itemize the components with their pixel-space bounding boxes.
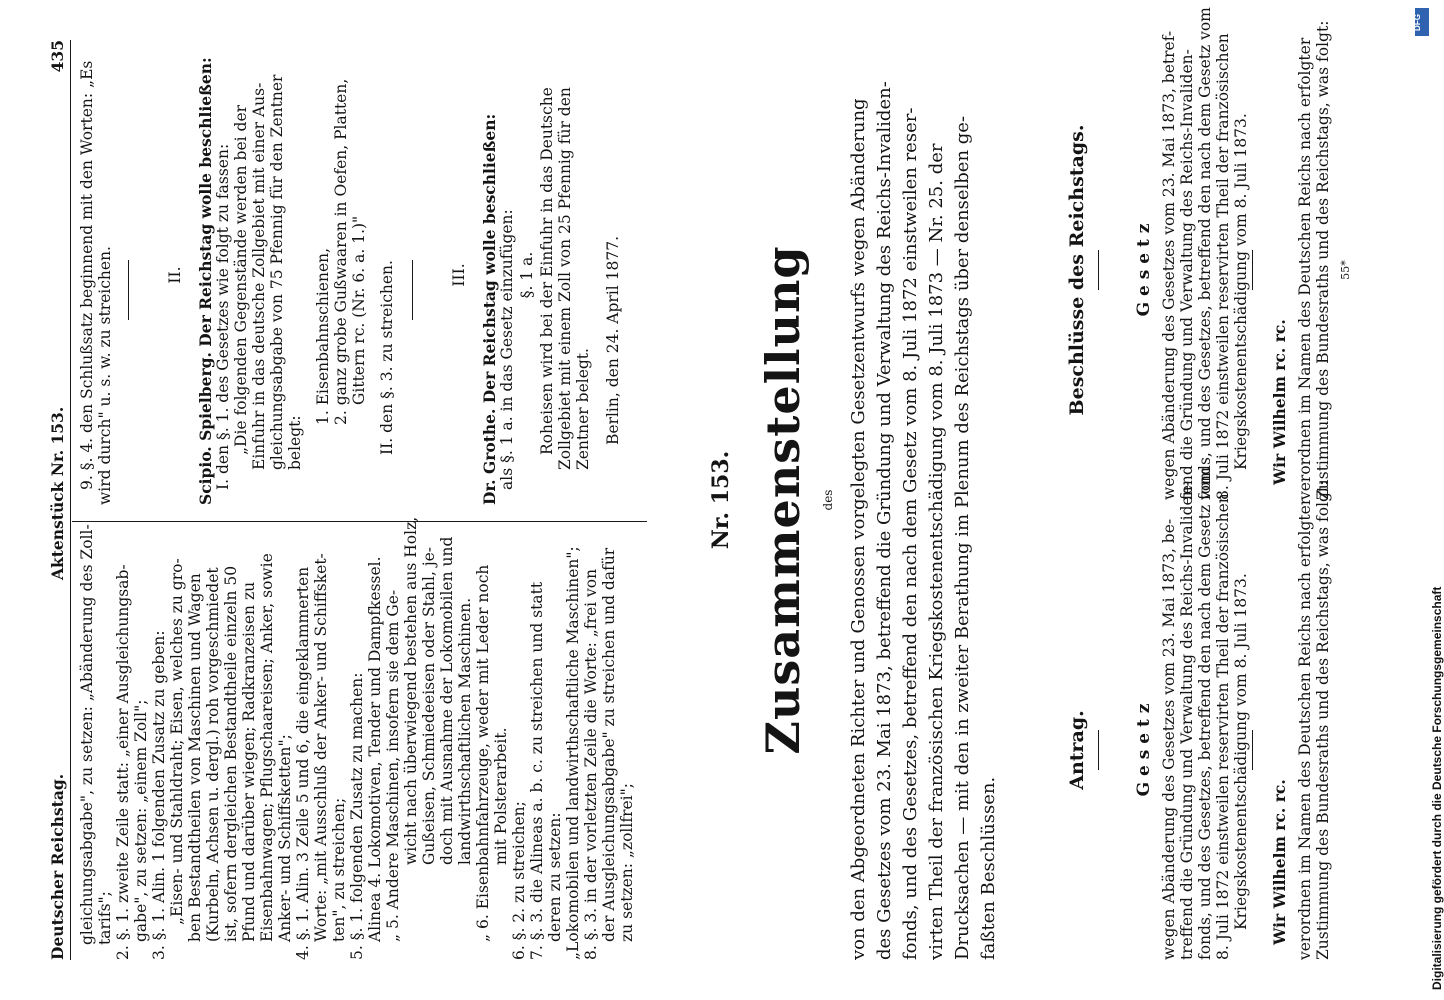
col2-line: 1. Eisenbahnschienen, [314,247,332,425]
col2-line: I. den §. 1. des Gesetzes wie folgt zu fassen: [214,143,232,490]
beschluesse-line: Kriegskostenentschädigung vom 8. Juli 1873. [1232,113,1250,470]
col1-line: wicht nach überwiegend bestehen aus Holz, [402,516,420,865]
dfg-logo-text: DFG [1412,14,1422,31]
col2-line: Roheisen wird bei der Einfuhr in das Deutsche [538,87,556,455]
beschluesse-line: 8. Juli 1872 einstweilen reservirten Theil der französischen [1214,33,1232,500]
document-body-line: von den Abgeordneten Richter und Genossen vorgelegten Gesetzentwurfs wegen Abänderung [848,98,869,960]
antrag-line: Kriegskostenentschädigung vom 8. Juli 1873. [1232,573,1250,930]
document-body-line: Drucksachen — mit den in zweiter Berathung im Plenum des Reichstags über denselben ge- [952,115,973,960]
header-left: Deutscher Reichstag. [48,773,67,960]
column-divider [72,521,647,522]
col2-line: belegt: [286,415,304,470]
col1-line: gabe", zu setzen: „einem Zoll"; [132,699,150,942]
digitization-credit: Digitalisierung gefördert durch die Deutsche Forschungsgemeinschaft [1430,586,1444,990]
document-title: Zusammenstellung [756,245,810,755]
antrag-heading: Antrag. [1066,710,1088,790]
beschluesse-line: fend die Gründung und Verwaltung des Reichs-Invaliden- [1178,49,1196,500]
col2-line: III. [450,263,468,287]
col1-line: „ 6. Eisenbahnfahrzeuge, weder mit Leder noch [474,564,492,942]
document-number: Nr. 153. [708,450,734,550]
beschluesse-rule [1252,250,1253,290]
col2-line: Berlin, den 24. April 1877. [604,235,622,445]
col1-line: Gußeisen, Schmiedeeisen oder Stahl, je- [420,546,438,865]
col2-line: II. den §. 3. zu streichen. [378,260,396,455]
col1-line: „Lokomobilen und landwirthschaftliche Maschinen"; [564,546,582,960]
col1-line: „Eisen- und Stahldraht; Eisen, welches zu gro- [168,558,186,925]
col1-line: Worte: „mit Ausschluß der Anker- und Schiffsket- [312,553,330,942]
antrag-rule [1098,730,1099,770]
col2-line: gleichungsabgabe von 75 Pfennig für den Zentner [268,74,286,470]
col1-line: der Ausgleichungsabgabe" zu streichen und dafür [600,547,618,942]
antrag-verordnen: Zustimmung des Bundesraths und des Reichstags, was folgt: [1314,480,1332,960]
col1-line: Alinea 4. Lokomotiven, Tender und Dampfkessel. [366,556,384,942]
col1-line: 3. §. 1. Alin. 1 folgenden Zusatz zu geben: [150,630,168,960]
col1-line: mit Polsterarbeit. [492,727,510,865]
col1-line: ist, sofern dergleichen Bestandtheile einzeln 50 [222,565,240,942]
col2-line: wird durch" u. s. w. zu streichen. [96,246,114,505]
document-body-line: fonds, und des Gesetzes, betreffend den nach dem Gesetz vom 8. Juli 1872 einstweilen reser- [900,107,921,960]
col1-line: tarifs"; [96,891,114,945]
col1-line: (Kurbeln, Achsen u. dergl.) roh vorgeschmiedet [204,567,222,942]
col2-line: 2. ganz grobe Gußwaaren in Oefen, Platten, [332,78,350,425]
antrag-wir: Wir Wilhelm rc. rc. [1270,779,1289,945]
col2-line: Zollgebiet mit einem Zoll von 25 Pfennig für den [556,87,574,470]
col1-line: doch mit Ausnahme der Lokomobilen und [438,536,456,865]
header-center: Aktenstück Nr. 153. [48,406,67,580]
document-body-line: des Gesetzes vom 23. Mai 1873, betreffend die Gründung und Verwaltung des Reichs-Invaliden- [874,81,895,960]
dfg-logo [1412,8,1429,36]
col1-line: 7. §. 3. die Alineas a. b. c. zu streichen und statt [528,581,546,960]
document-des: des [821,489,835,511]
col1-line: 2. §. 1. zweite Zeile statt: „einer Ausgleichungsab- [114,564,132,960]
section-rule [128,260,129,320]
antrag-line: treffend die Gründung und Verwaltung des Reichs-Invaliden- [1178,481,1196,960]
col1-line: Pfund und darüber wiegen; Radkranzeisen zu [240,581,258,942]
col2-line: als §. 1 a. in das Gesetz einzufügen: [498,209,516,490]
col1-line: landwirthschaftlichen Maschinen. [456,597,474,865]
col1-line: 5. §. 1. folgenden Zusatz zu machen: [348,672,366,960]
col1-line: deren zu setzen: [546,812,564,942]
col2-line: 9. §. 4. den Schlußsatz beginnend mit den Worten: „Es [78,60,96,490]
col2-line: Zentner belegt. [574,348,592,470]
antrag-rule [1252,730,1253,770]
beschluesse-line: fonds, und des Gesetzes, betreffend den nach dem Gesetz vom [1196,7,1214,500]
beschluesse-rule [1098,250,1099,290]
beschluesse-wir: Wir Wilhelm rc. rc. [1270,319,1289,485]
col2-line: „Die folgenden Gegenstände werden bei der [232,104,250,455]
signature-mark: 55* [1339,260,1352,280]
beschluesse-gesetz: G e s e t z [1134,223,1154,317]
col1-line: „ 5. Andere Maschinen, insofern sie dem Ge- [384,589,402,942]
col1-line: ben Bestandtheilen von Maschinen und Wagen [186,573,204,942]
col1-line: Anker- und Schiffsketten"; [276,734,294,942]
beschluesse-verordnen: Zustimmung des Bundesraths und des Reichstags, was folgt: [1314,20,1332,500]
col1-line: gleichungsabgabe", zu setzen: „Abänderung des Zoll- [78,524,96,945]
col1-line: Eisenbahnwagen; Pflugschaareisen; Anker, sowie [258,553,276,942]
col1-line: 8. §. 3. in der vorletzten Zeile die Worte: „frei von [582,568,600,960]
antrag-line: fonds, und des Gesetzes, betreffend den nach dem Gesetz vom [1196,467,1214,960]
section-rule [412,260,413,320]
beschluesse-verordnen: verordnen im Namen des Deutschen Reichs nach erfolgter [1296,37,1314,500]
col1-line: ten", zu streichen; [330,797,348,942]
beschluesse-line: wegen Abänderung des Gesetzes vom 23. Mai 1873, betref- [1160,30,1178,500]
document-body-line: virten Theil der französischen Kriegskostenentschädigung vom 8. Juli 1873 — Nr. 25. der [926,143,947,960]
antrag-gesetz: G e s e t z [1134,703,1154,797]
col2-line: §. 1 a. [518,251,536,299]
beschluesse-heading: Beschlüsse des Reichstags. [1066,124,1088,416]
col2-line: Gittern rc. (Nr. 6. a. 1.)" [350,215,368,405]
col1-line: 6. §. 2. zu streichen; [510,801,528,960]
header-rule [70,40,71,960]
col1-line: 4. §. 1. Alin. 3 Zeile 5 und 6, die eingeklammerten [294,566,312,960]
col2-line: Dr. Grothe. Der Reichstag wolle beschließen: [480,113,499,505]
page-number: 435 [48,40,67,73]
antrag-verordnen: verordnen im Namen des Deutschen Reichs nach erfolgter [1296,497,1314,960]
antrag-line: 8. Juli 1872 einstweilen reservirten Theil der französischen [1214,493,1232,960]
col2-line: II. [166,266,184,284]
col1-line: zu setzen: „zollfrei"; [618,783,636,942]
col2-line: Scipio. Spielberg. Der Reichstag wolle beschließen: [196,57,215,505]
col2-line: Einfuhr in das deutsche Zollgebiet mit einer Aus- [250,82,268,470]
document-body-line: faßten Beschlüssen. [978,776,999,960]
antrag-line: wegen Abänderung des Gesetzes vom 23. Mai 1873, be- [1160,518,1178,960]
